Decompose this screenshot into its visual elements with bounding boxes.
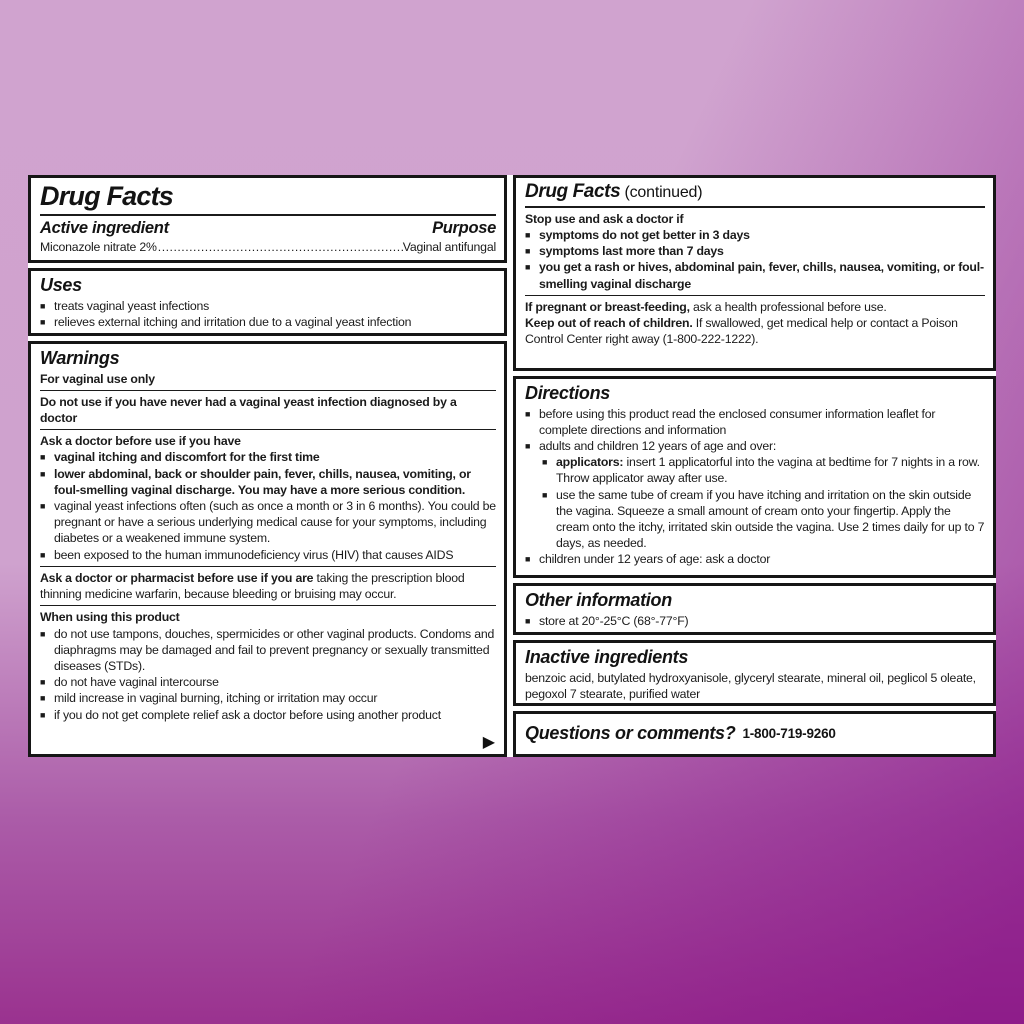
ask-pharmacist-rest: taking the prescription blood thinning medicine warfarin, because bleeding or bruising may occur. [40,570,465,602]
other-information-heading: Other information [525,590,672,610]
section-warnings [28,341,507,757]
ask-doctor-bullet: vaginal itching and discomfort for the first time [54,450,320,465]
store-bullet: store at 20°-25°C (68°-77°F) [539,613,689,628]
drug-facts-title-text: Drug Facts [525,181,621,202]
continued-suffix: (continued) [620,184,703,201]
bullet-icon: ■ [525,615,531,626]
ask-pharmacist-lead: Ask a doctor or pharmacist before use if you are [40,570,314,585]
questions-heading: Questions or comments? [525,723,736,744]
bullet-icon: ■ [40,452,46,463]
bullet-icon: ■ [40,549,46,560]
pregnant-rest: ask a health professional before use. [689,299,887,314]
list-item [40,314,496,330]
ask-doctor-lead: Ask a doctor before use if you have [40,434,241,449]
pregnant-lead: If pregnant or breast-feeding, [525,299,690,314]
active-ingredient-purpose: Vaginal antifungal [402,239,496,254]
bullet-icon: ■ [40,693,46,704]
when-using-bullet: mild increase in vaginal burning, itching or irritation may occur [54,691,378,706]
divider [40,429,496,430]
bullet-icon: ■ [542,489,548,500]
section-questions [513,711,996,757]
continued-arrow-icon: ▶ [482,734,495,751]
bullet-icon: ■ [525,554,531,565]
list-item [40,449,496,465]
warnings-subheading: For vaginal use only [40,371,155,386]
list-item [525,551,985,567]
when-using-bullet: if you do not get complete relief ask a doctor before using another product [54,707,441,722]
list-item [40,466,496,498]
questions-phone: 1-800-719-9260 [742,726,836,741]
bullet-icon: ■ [40,501,46,512]
ask-doctor-bullet: lower abdominal, back or shoulder pain, fever, chills, nausea, vomiting, or foul-smelling vaginal discharge. You may have a more serious condition. [54,466,471,497]
section-title-active-ingredient [28,175,507,263]
list-item [40,674,496,690]
bullet-icon: ■ [40,316,46,327]
list-item [525,243,985,259]
list-item [525,406,985,438]
stop-use-bullet: symptoms last more than 7 days [539,244,724,259]
bullet-icon: ■ [525,408,531,419]
bullet-icon: ■ [525,262,531,273]
divider [40,390,496,391]
ask-doctor-bullet: vaginal yeast infections often (such as once a month or 3 in 6 months). You could be pregnant or have a serious underlying medical cause for your symptoms, including diabetes or a weakened immune system. [54,499,496,546]
divider [40,566,496,567]
directions-bullet: adults and children 12 years of age and over: [539,438,777,453]
list-item [40,626,496,675]
list-item [525,227,985,243]
do-not-use-text: Do not use if you have never had a vaginal yeast infection diagnosed by a doctor [40,394,457,425]
drug-facts-title: Drug Facts [40,181,174,211]
uses-bullet: relieves external itching and irritation due to a vaginal yeast infection [54,314,412,329]
active-ingredient-heading: Active ingredient [40,219,169,238]
applicators-lead: applicators: [556,455,624,470]
when-using-lead: When using this product [40,610,180,625]
uses-heading: Uses [40,275,82,295]
keep-out-rest: If swallowed, get medical help or contact a Poison Control Center right away (1-800-222-1222). [525,316,958,347]
left-column [28,175,507,757]
bullet-icon: ■ [525,440,531,451]
bullet-icon: ■ [40,628,46,639]
stop-use-bullet: symptoms do not get better in 3 days [539,228,750,243]
bullet-icon: ■ [542,457,548,468]
purpose-heading: Purpose [432,219,496,238]
section-other-information [513,583,996,635]
keep-out-text [525,315,985,347]
directions-bullet: use the same tube of cream if you have itching and irritation on the skin outside the vagina. Squeeze a small amount of cream onto your fingertip. Apply the cream onto the itchy, irritated skin outside the vagina. Use 2 times daily for up to 7 days, as needed. [556,487,985,551]
divider [525,206,985,208]
list-item [40,707,496,723]
list-item [525,438,985,454]
list-item [542,487,985,552]
section-continued-stop-use [513,175,996,371]
ask-pharmacist-text [40,570,496,602]
bullet-icon: ■ [40,468,46,479]
when-using-bullet: do not use tampons, douches, spermicides or other vaginal products. Condoms and diaphragms may be damaged and fail to prevent pregnancy or sexually transmitted diseases (STDs). [54,626,495,673]
ask-doctor-bullet: been exposed to the human immunodeficiency virus (HIV) that causes AIDS [54,547,454,562]
section-directions [513,376,996,578]
section-uses [28,268,507,336]
bullet-icon: ■ [525,230,531,241]
bullet-icon: ■ [40,709,46,720]
right-column [513,175,996,757]
list-item [525,613,985,629]
when-using-bullet: do not have vaginal intercourse [54,675,219,690]
directions-heading: Directions [525,383,611,403]
bullet-icon: ■ [40,677,46,688]
divider [40,214,496,216]
uses-bullet: treats vaginal yeast infections [54,298,210,313]
divider [525,295,985,296]
active-ingredient-name: Miconazole nitrate 2% [40,239,157,254]
bullet-icon: ■ [525,246,531,257]
drug-facts-label [28,175,996,757]
stop-use-bullet: you get a rash or hives, abdominal pain, fever, chills, nausea, vomiting, or foul-smelling vaginal discharge [539,260,984,291]
applicators-text [556,454,985,486]
inactive-ingredients-text: benzoic acid, butylated hydroxyanisole, glyceryl stearate, mineral oil, peglicol 5 oleate, pegoxol 7 stearate, purified water [525,670,976,701]
list-item [40,690,496,706]
bullet-icon: ■ [40,300,46,311]
section-inactive-ingredients [513,640,996,706]
inactive-ingredients-heading: Inactive ingredients [525,647,689,667]
list-item [40,298,496,314]
stop-use-lead: Stop use and ask a doctor if [525,211,684,226]
applicators-rest: insert 1 applicatorful into the vagina at bedtime for 7 nights in a row. Throw applicator away after use. [556,455,980,486]
keep-out-lead: Keep out of reach of children. [525,316,693,331]
directions-bullet: before using this product read the enclosed consumer information leaflet for complete directions and information [539,406,936,437]
list-item [40,547,496,563]
warnings-heading: Warnings [40,348,120,368]
list-item [525,259,985,291]
dot-leader [157,239,403,255]
drug-facts-continued-title [525,181,985,204]
list-item [542,454,985,486]
divider [40,605,496,606]
list-item [40,498,496,547]
pregnant-text [525,299,985,315]
directions-bullet: children under 12 years of age: ask a doctor [539,552,771,567]
